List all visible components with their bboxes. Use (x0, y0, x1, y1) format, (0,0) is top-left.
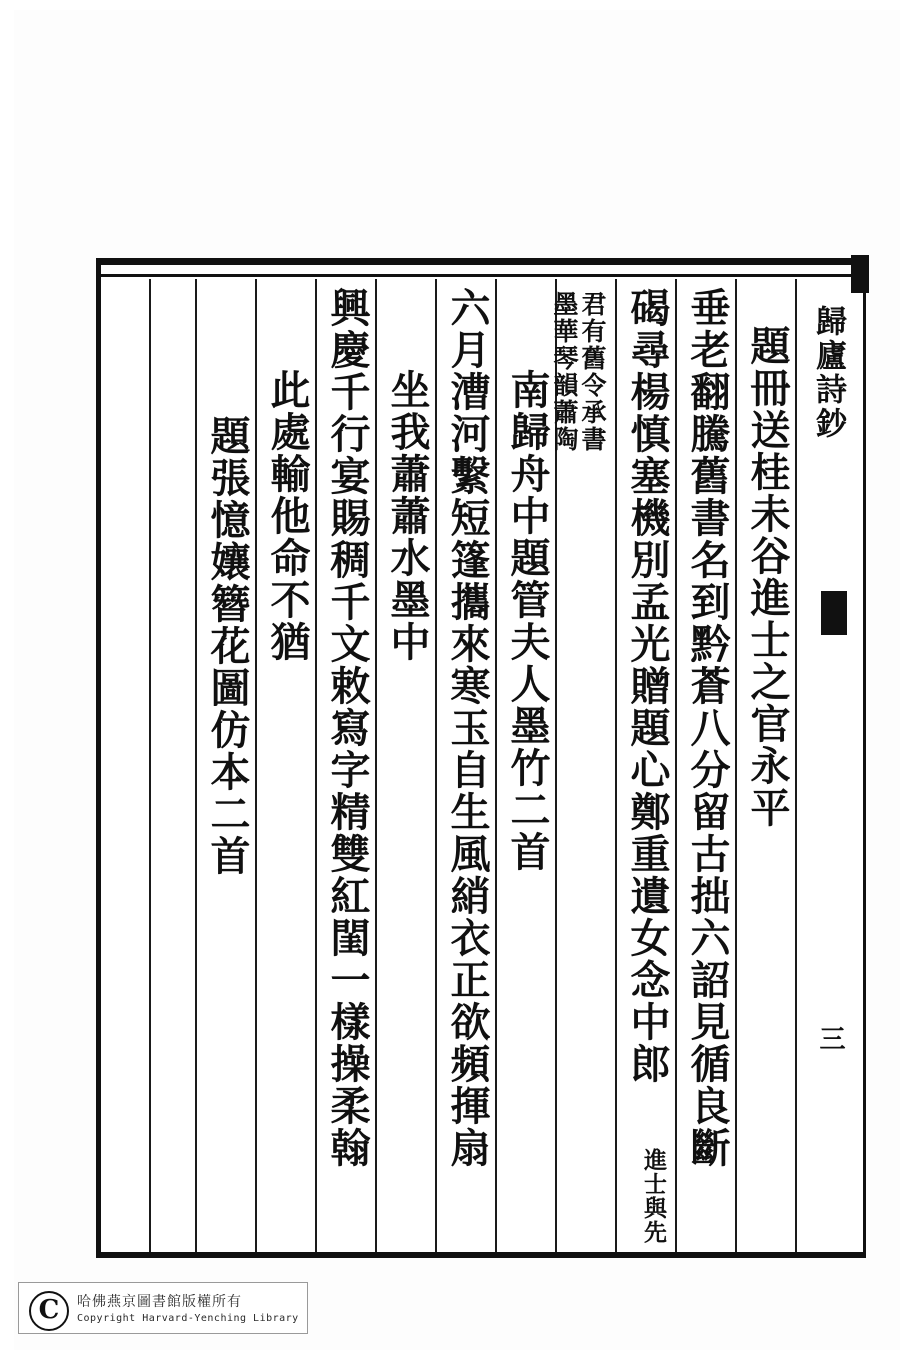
text-column-verse-1: 垂老翻騰舊書名到黔蒼八分留古拙六詔見循良斷 (684, 287, 731, 1169)
text-column-title-1: 題冊送桂未谷進士之官永平 (744, 325, 791, 829)
column-rule (149, 279, 151, 1252)
column-rule (195, 279, 197, 1252)
scan-left-margin (0, 0, 14, 1350)
text-column-title-2: 南歸舟中題管夫人墨竹二首 (504, 369, 551, 873)
text-column-note-2a: 君有舊令承書 (578, 291, 607, 453)
banxin-page-number: 三 (815, 1025, 845, 1051)
column-rule (255, 279, 257, 1252)
library-copyright-stamp (18, 1282, 308, 1334)
frame-inner-rule (101, 274, 863, 277)
text-column-verse-6: 此處輸他命不猶 (264, 369, 311, 663)
stamp-english-text: Copyright Harvard-Yenching Library (77, 1313, 299, 1324)
banxin-title: 歸廬詩鈔 (810, 305, 846, 441)
column-rule (735, 279, 737, 1252)
banxin-running-head (799, 291, 855, 1221)
column-rule (375, 279, 377, 1252)
column-rule (435, 279, 437, 1252)
text-column-verse-5: 興慶千行宴賜稠千文敕寫字精雙紅閨一樣操柔翰 (324, 287, 371, 1169)
column-rule (315, 279, 317, 1252)
text-column-verse-3: 六月漕河繫短篷攜來寒玉自生風綃衣正欲頻揮扇 (444, 287, 491, 1169)
column-rule (495, 279, 497, 1252)
text-column-note-2b: 墨華琴韻蕭陶 (550, 291, 579, 453)
column-rule (795, 279, 797, 1252)
banxin-fishtail-mark (821, 591, 847, 635)
text-column-verse-2: 碣尋楊慎塞機別孟光贈題心鄭重遺女念中郎 (624, 287, 671, 1085)
woodblock-text-frame (96, 258, 866, 1258)
scan-top-margin (0, 0, 900, 10)
column-rule (615, 279, 617, 1252)
text-column-verse-4: 坐我蕭蕭水墨中 (384, 369, 431, 663)
interlinear-note-1: 進士與先 (640, 1148, 667, 1244)
text-column-title-3: 題張憶孃簪花圖仿本二首 (204, 415, 251, 877)
column-rule (675, 279, 677, 1252)
stamp-cjk-text: 哈佛燕京圖書館版權所有 (77, 1294, 242, 1310)
copyright-icon: C (29, 1291, 69, 1331)
